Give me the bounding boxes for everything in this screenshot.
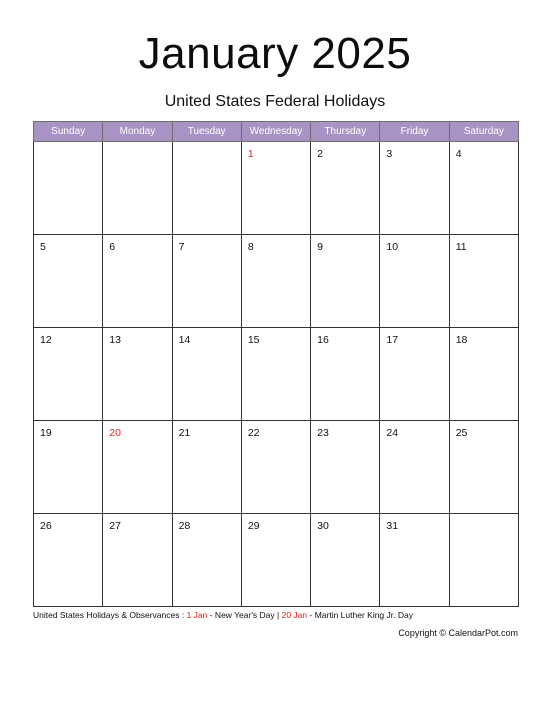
holiday-date: 20 Jan [281, 610, 308, 620]
day-cell [241, 142, 310, 235]
week-row [34, 514, 519, 607]
day-cell [380, 514, 449, 607]
day-number: 19 [40, 427, 52, 439]
day-cell [34, 514, 103, 607]
weekday-header-row [34, 122, 519, 142]
day-cell [172, 142, 241, 235]
copyright-text: Copyright © CalendarPot.com [398, 628, 518, 638]
day-cell [241, 514, 310, 607]
day-cell [449, 328, 518, 421]
week-row [34, 328, 519, 421]
day-cell [103, 514, 172, 607]
weekday-header: Sunday [34, 122, 103, 142]
day-number: 23 [317, 427, 329, 439]
day-cell [380, 421, 449, 514]
day-number: 7 [178, 241, 185, 253]
day-number: 27 [109, 520, 121, 532]
day-number: 11 [455, 241, 467, 253]
day-number: 13 [109, 334, 121, 346]
week-row [34, 142, 519, 235]
weekday-header: Tuesday [172, 122, 241, 142]
day-number: 16 [317, 334, 329, 346]
day-number: 4 [455, 148, 462, 160]
calendar-title: January 2025 [138, 29, 412, 78]
holiday-name: - New Year's Day | [209, 610, 280, 620]
day-cell [449, 142, 518, 235]
day-cell [241, 328, 310, 421]
day-cell [34, 421, 103, 514]
day-number: 18 [455, 334, 468, 346]
day-number: 14 [178, 334, 191, 346]
day-number [103, 142, 171, 148]
day-cell [103, 235, 172, 328]
weekday-header: Saturday [449, 122, 518, 142]
day-number: 3 [386, 148, 393, 160]
day-cell [449, 514, 518, 607]
week-row [34, 235, 519, 328]
day-number: 9 [317, 241, 323, 253]
holiday-name: - Martin Luther King Jr. Day [309, 610, 413, 620]
day-cell [103, 142, 172, 235]
day-cell [34, 328, 103, 421]
day-cell [311, 235, 380, 328]
day-cell [311, 421, 380, 514]
day-number: 26 [40, 520, 52, 532]
day-cell [172, 328, 241, 421]
day-cell [241, 235, 310, 328]
day-number: 30 [317, 520, 329, 532]
day-number: 1 [247, 148, 254, 160]
day-cell [380, 142, 449, 235]
day-cell [103, 421, 172, 514]
day-cell [449, 235, 518, 328]
weekday-header: Wednesday [241, 122, 310, 142]
day-cell [311, 328, 380, 421]
day-cell [103, 328, 172, 421]
day-number: 24 [386, 427, 399, 439]
day-cell [34, 142, 103, 235]
day-cell [311, 514, 380, 607]
day-number: 2 [317, 148, 323, 160]
weekday-header: Friday [380, 122, 449, 142]
day-number: 15 [247, 334, 260, 346]
day-cell [172, 235, 241, 328]
day-cell [380, 328, 449, 421]
day-number: 17 [386, 334, 399, 346]
day-number: 31 [386, 520, 399, 532]
day-number: 20 [109, 427, 121, 439]
week-row [34, 421, 519, 514]
holiday-date: 1 Jan [186, 610, 208, 620]
weekday-header: Monday [103, 122, 172, 142]
day-number: 25 [455, 427, 468, 439]
day-cell [380, 235, 449, 328]
day-number: 12 [40, 334, 52, 346]
holidays-footer [33, 610, 413, 620]
day-cell [241, 421, 310, 514]
day-cell [311, 142, 380, 235]
day-number: 10 [386, 241, 399, 253]
holidays-label: United States Holidays & Observances : [33, 610, 185, 620]
day-number: 6 [109, 241, 116, 253]
day-number: 22 [247, 427, 260, 439]
calendar-grid [33, 121, 519, 607]
day-cell [172, 421, 241, 514]
day-cell [34, 235, 103, 328]
weekday-header: Thursday [311, 122, 380, 142]
day-cell [172, 514, 241, 607]
day-number: 29 [247, 520, 260, 532]
day-number: 5 [40, 241, 46, 253]
day-number: 8 [247, 241, 254, 253]
day-cell [449, 421, 518, 514]
day-number [173, 142, 241, 148]
day-number: 21 [178, 427, 191, 439]
day-number: 28 [178, 520, 191, 532]
calendar-subtitle: United States Federal Holidays [164, 93, 386, 110]
day-number [34, 142, 102, 148]
day-number [450, 514, 518, 520]
